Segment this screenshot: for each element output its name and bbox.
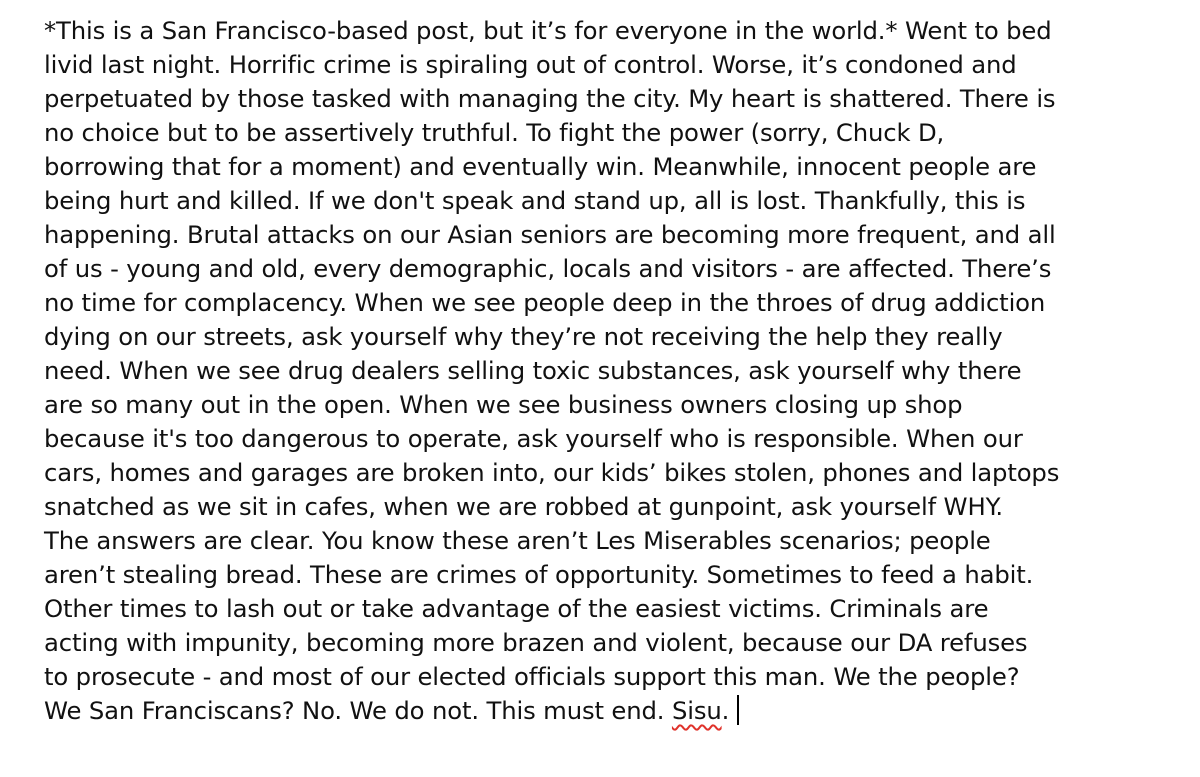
text-line: no time for complacency. When we see people deep in the throes of drug addiction <box>44 288 1046 317</box>
text-line: are so many out in the open. When we see business owners closing up shop <box>44 390 963 419</box>
text-line: perpetuated by those tasked with managing the city. My heart is shattered. There is <box>44 84 1056 113</box>
text-line: aren’t stealing bread. These are crimes of opportunity. Sometimes to feed a habit. <box>44 560 1034 589</box>
text-line: borrowing that for a moment) and eventually win. Meanwhile, innocent people are <box>44 152 1037 181</box>
text-line: to prosecute - and most of our elected officials support this man. We the people? <box>44 662 1020 691</box>
last-line-text: We San Franciscans? No. We do not. This must end. <box>44 696 672 725</box>
text-line: of us - young and old, every demographic, locals and visitors - are affected. There’s <box>44 254 1052 283</box>
text-line: because it's too dangerous to operate, ask yourself who is responsible. When our <box>44 424 1023 453</box>
text-line: happening. Brutal attacks on our Asian seniors are becoming more frequent, and all <box>44 220 1056 249</box>
text-line: no choice but to be assertively truthful. To fight the power (sorry, Chuck D, <box>44 118 945 147</box>
text-line: cars, homes and garages are broken into, our kids’ bikes stolen, phones and laptops <box>44 458 1060 487</box>
last-line-end: . <box>721 696 730 725</box>
text-cursor <box>737 695 739 725</box>
text-line: *This is a San Francisco-based post, but it’s for everyone in the world.* Went to bed <box>44 16 1052 45</box>
text-line: The answers are clear. You know these aren’t Les Miserables scenarios; people <box>44 526 991 555</box>
last-text-line <box>44 694 1164 728</box>
text-line: being hurt and killed. If we don't speak and stand up, all is lost. Thankfully, this is <box>44 186 1026 215</box>
text-line: livid last night. Horrific crime is spiraling out of control. Worse, it’s condoned and <box>44 50 1017 79</box>
text-line: snatched as we sit in cafes, when we are robbed at gunpoint, ask yourself WHY. <box>44 492 1003 521</box>
text-body[interactable] <box>44 14 1164 728</box>
text-line: dying on our streets, ask yourself why they’re not receiving the help they really <box>44 322 1003 351</box>
text-line: need. When we see drug dealers selling toxic substances, ask yourself why there <box>44 356 1022 385</box>
misspelled-word[interactable]: Sisu <box>671 696 722 725</box>
text-line: Other times to lash out or take advantage of the easiest victims. Criminals are <box>44 594 989 623</box>
text-line: acting with impunity, becoming more brazen and violent, because our DA refuses <box>44 628 1028 657</box>
